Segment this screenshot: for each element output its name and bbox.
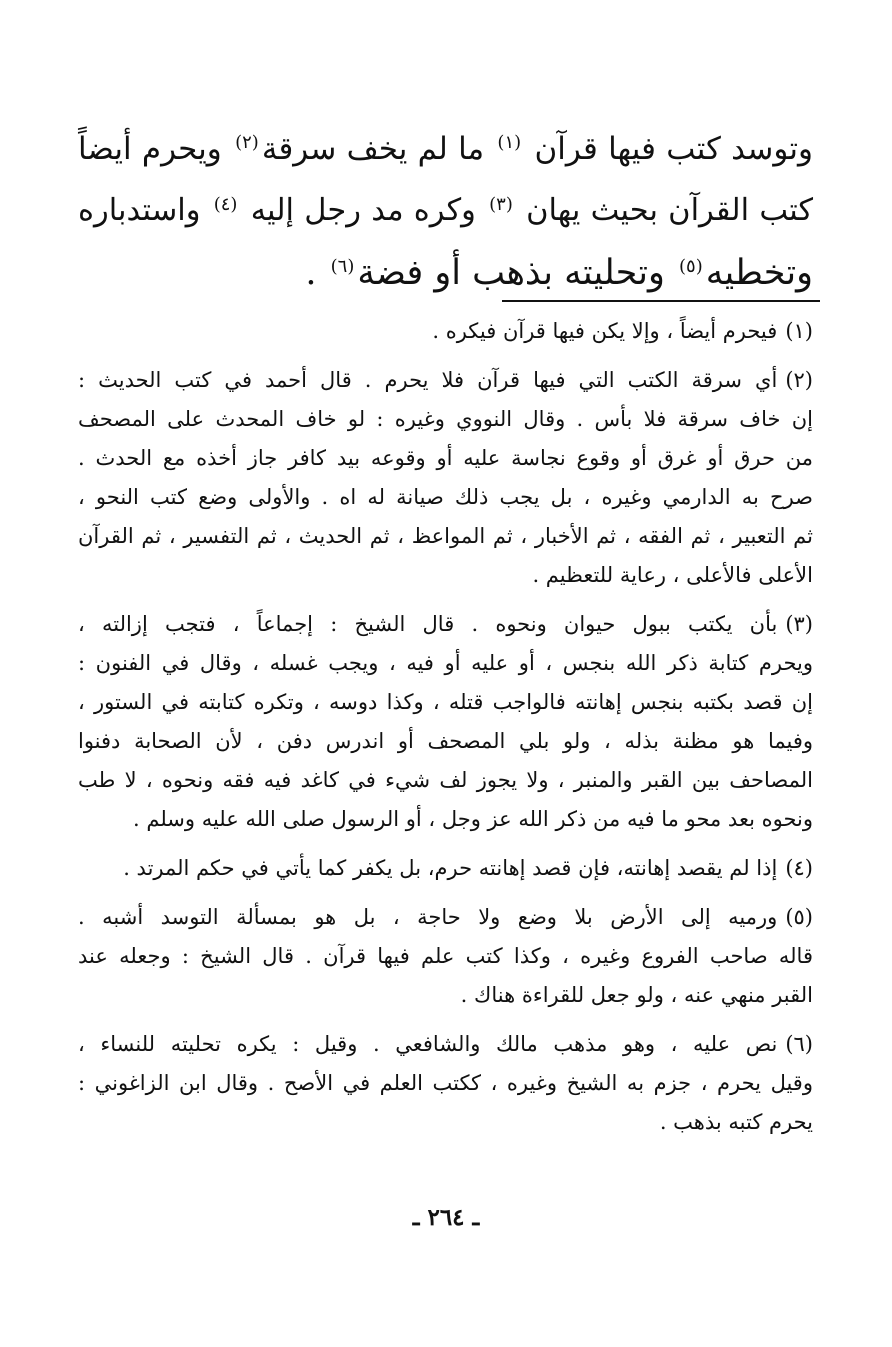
footnote-text: ونحوه بعد محو ما فيه من ذكر الله عز وجل ، أو الرسول صلى الله عليه وسلم .	[133, 807, 813, 831]
footnote-line	[78, 1025, 813, 1064]
main-text-segment: وتحليته بذهب أو فضة	[357, 253, 676, 293]
main-text-segment: وكره مد رجل إليه	[240, 193, 487, 228]
footnote	[78, 312, 813, 351]
page-number: ـ ٢٦٤ ـ	[412, 1204, 480, 1231]
footnote-number: (٢)	[785, 368, 813, 392]
footnote-line	[78, 937, 813, 976]
footnote-line	[78, 517, 813, 556]
footnote	[78, 361, 813, 595]
footnote-line	[78, 898, 813, 937]
footnote-line	[78, 439, 813, 478]
footnote-text: ويحرم كتابة ذكر الله بنجس ، أو عليه أو فيه ، ويجب غسله ، وقال في الفنون :	[78, 651, 813, 675]
main-text-line	[78, 118, 813, 180]
footnote-reference: (١)	[497, 132, 522, 153]
footnote-reference: (٢)	[235, 132, 259, 153]
footnote-line	[78, 761, 813, 800]
main-text	[78, 118, 813, 304]
footnote-line	[78, 1064, 813, 1103]
main-text-segment: ما لم يخف سرقة	[261, 131, 495, 167]
footnote-reference: (٦)	[330, 256, 355, 277]
footnote-text: ثم التعبير ، ثم الفقه ، ثم الأخبار ، ثم المواعظ ، ثم الحديث ، ثم التفسير ، ثم القرآن	[78, 524, 813, 548]
footnote	[78, 605, 813, 839]
footnote-line	[78, 800, 813, 839]
footnote-line	[78, 400, 813, 439]
main-text-segment: ويحرم أيضاً	[78, 131, 233, 167]
footnote-text: وفيما هو مظنة بذله ، ولو بلي المصحف أو اندرس دفن ، لأن الصحابة دفنوا	[78, 729, 813, 753]
footnote-text: من حرق أو غرق أو وقوع نجاسة عليه أو وقوعه بيد كافر جاز أخذه مع الحدث .	[78, 446, 813, 470]
footnote	[78, 898, 813, 1015]
main-text-segment: وتخطيه	[705, 253, 813, 293]
footnote-text: ورميه إلى الأرض بلا وضع ولا حاجة ، بل هو بمسألة التوسد أشبه .	[78, 905, 778, 929]
footnote-number: (١)	[785, 319, 813, 343]
footnote-line	[78, 605, 813, 644]
footnote-line	[78, 722, 813, 761]
footnote-line	[78, 683, 813, 722]
footnote-number: (٦)	[785, 1032, 813, 1056]
main-text-line	[78, 242, 813, 304]
footnote-text: الأعلى فالأعلى ، رعاية للتعظيم .	[532, 563, 813, 587]
footnote-text: نص عليه ، وهو مذهب مالك والشافعي . وقيل : يكره تحليته للنساء ،	[78, 1032, 778, 1056]
footnote-number: (٤)	[785, 856, 813, 880]
footnote-line	[78, 312, 813, 351]
footnote-text: إن خاف سرقة فلا بأس . وقال النووي وغيره : لو خاف المحدث على المصحف	[78, 407, 813, 431]
footnote-reference: (٣)	[489, 194, 513, 215]
footnote-text: المصاحف بين القبر والمنبر ، ولا يجوز لف شيء في كاغد فيه فقه ونحوه ، لا طب	[78, 768, 813, 792]
footnote-number: (٣)	[785, 612, 813, 636]
footnote	[78, 1025, 813, 1142]
main-text-segment: واستدباره	[78, 193, 211, 228]
main-text-line	[78, 180, 813, 242]
footnote-text: أي سرقة الكتب التي فيها قرآن فلا يحرم . قال أحمد في كتب الحديث :	[78, 368, 778, 392]
footnote-text: وقيل يحرم ، جزم به الشيخ وغيره ، ككتب العلم في الأصح . وقال ابن الزاغوني :	[78, 1071, 813, 1095]
footnote-reference: (٥)	[678, 256, 703, 277]
footnote-text: إذا لم يقصد إهانته، فإن قصد إهانته حرم، بل يكفر كما يأتي في حكم المرتد .	[123, 856, 778, 880]
main-text-segment: كتب القرآن بحيث يهان	[515, 193, 813, 228]
footnote-line	[78, 556, 813, 595]
footnote-text: القبر منهي عنه ، ولو جعل للقراءة هناك .	[460, 983, 813, 1007]
footnote-text: صرح به الدارمي وغيره ، بل يجب ذلك صيانة له اه . والأولى وضع كتب النحو ،	[78, 485, 813, 509]
footnote-line	[78, 644, 813, 683]
footnote-text: قاله صاحب الفروع وغيره ، وكذا كتب علم فيها قرآن . قال الشيخ : وجعله عند	[78, 944, 813, 968]
footnote	[78, 849, 813, 888]
footnote-text: إن قصد بكتبه بنجس إهانته فالواجب قتله ، وكذا دوسه ، وتكره كتابته في الستور ،	[78, 690, 813, 714]
footnote-line	[78, 849, 813, 888]
footnote-line	[78, 1103, 813, 1142]
footnote-line	[78, 361, 813, 400]
footnote-text: بأن يكتب ببول حيوان ونحوه . قال الشيخ : إجماعاً ، فتجب إزالته ،	[78, 612, 778, 636]
footnote-text: يحرم كتبه بذهب .	[659, 1110, 813, 1134]
footnote-reference: (٤)	[213, 194, 238, 215]
footnotes	[78, 312, 813, 1152]
main-text-segment: .	[305, 253, 328, 293]
footnote-line	[78, 976, 813, 1015]
footnote-line	[78, 478, 813, 517]
footnote-separator-rule	[502, 300, 820, 302]
footnote-number: (٥)	[785, 905, 813, 929]
main-text-segment: وتوسد كتب فيها قرآن	[524, 131, 813, 167]
footnote-text: فيحرم أيضاً ، وإلا يكن فيها قرآن فيكره .	[432, 319, 778, 343]
